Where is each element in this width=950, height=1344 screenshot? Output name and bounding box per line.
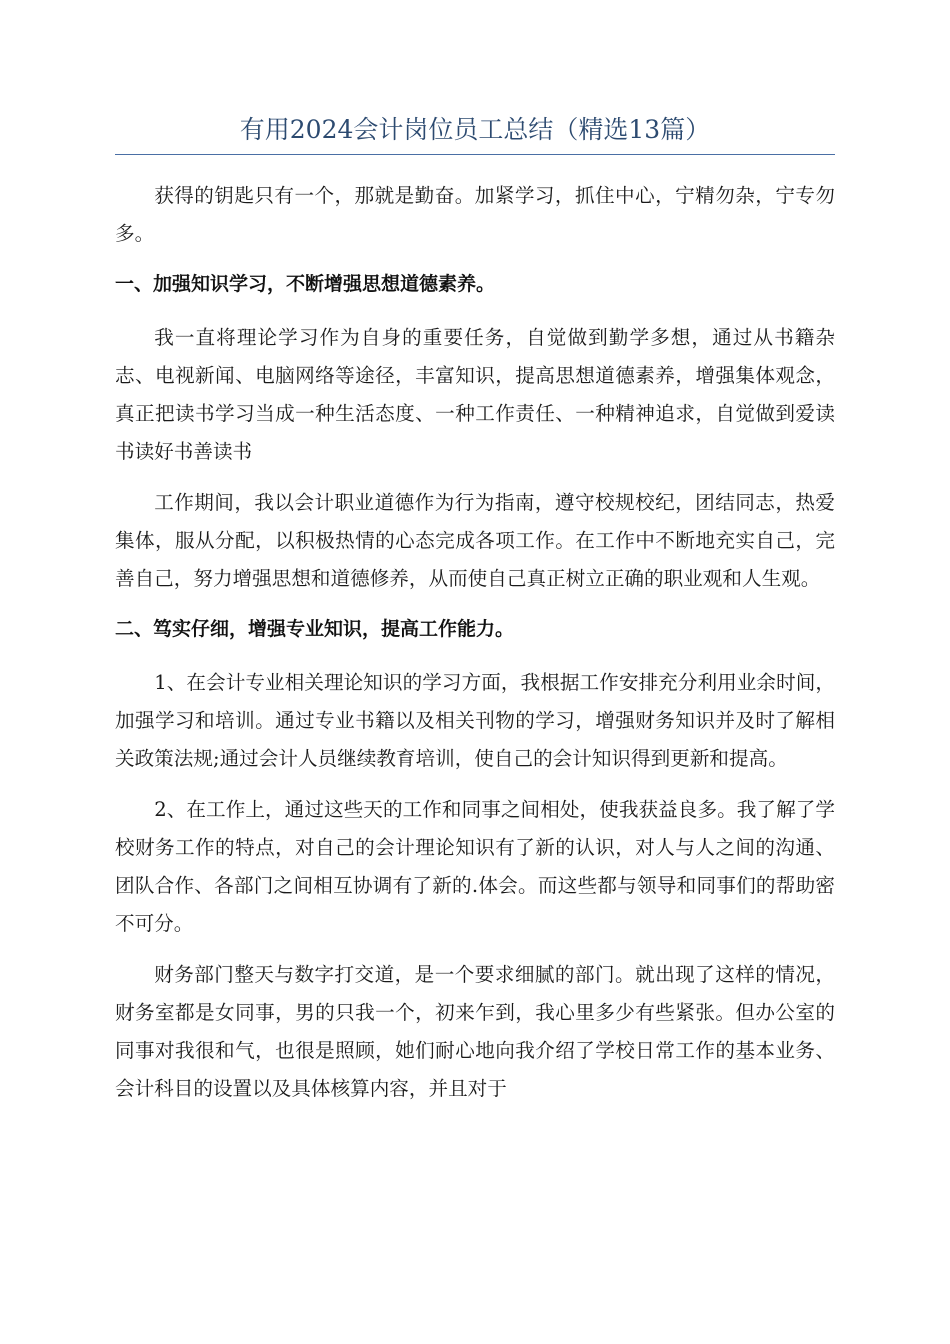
- section-heading-1: 一、加强知识学习，不断增强思想道德素养。: [115, 273, 496, 295]
- paragraph-finance-dept: 财务部门整天与数字打交道，是一个要求细腻的部门。就出现了这样的情况，财务室都是女同事，男的只我一个，初来乍到，我心里多少有些紧张。但办公室的同事对我很和气，也很是照顾，她们耐心地向我介绍了学校日常工作的基本业务、会计科目的设置以及具体核算内容，并且对于: [115, 963, 835, 1100]
- paragraph-ethics: 工作期间，我以会计职业道德作为行为指南，遵守校规校纪，团结同志，热爱集体，服从分配，以积极热情的心态完成各项工作。在工作中不断地充实自己，完善自己，努力增强思想和道德修养，从而使自己真正树立正确的职业观和人生观。: [115, 491, 835, 590]
- document-body: [115, 177, 835, 1108]
- document-page: [115, 112, 835, 1121]
- document-title: 有用2024会计岗位员工总结（精选13篇）: [115, 112, 835, 155]
- paragraph-study: 我一直将理论学习作为自身的重要任务，自觉做到勤学多想，通过从书籍杂志、电视新闻、电脑网络等途径，丰富知识，提高思想道德素养，增强集体观念，真正把读书学习当成一种生活态度、一种工作责任、一种精神追求，自觉做到爱读书读好书善读书: [115, 326, 835, 463]
- paragraph-intro: 获得的钥匙只有一个，那就是勤奋。加紧学习，抓住中心，宁精勿杂，宁专勿多。: [115, 184, 835, 245]
- paragraph-work: 2、在工作上，通过这些天的工作和同事之间相处，使我获益良多。我了解了学校财务工作的特点，对自己的会计理论知识有了新的认识，对人与人之间的沟通、团队合作、各部门之间相互协调有了新的.体会。而这些都与领导和同事们的帮助密不可分。: [115, 798, 835, 935]
- section-heading-2: 二、笃实仔细，增强专业知识，提高工作能力。: [115, 618, 515, 640]
- paragraph-theory: 1、在会计专业相关理论知识的学习方面，我根据工作安排充分利用业余时间，加强学习和培训。通过专业书籍以及相关刊物的学习，增强财务知识并及时了解相关政策法规;通过会计人员继续教育培训，使自己的会计知识得到更新和提高。: [115, 671, 835, 770]
